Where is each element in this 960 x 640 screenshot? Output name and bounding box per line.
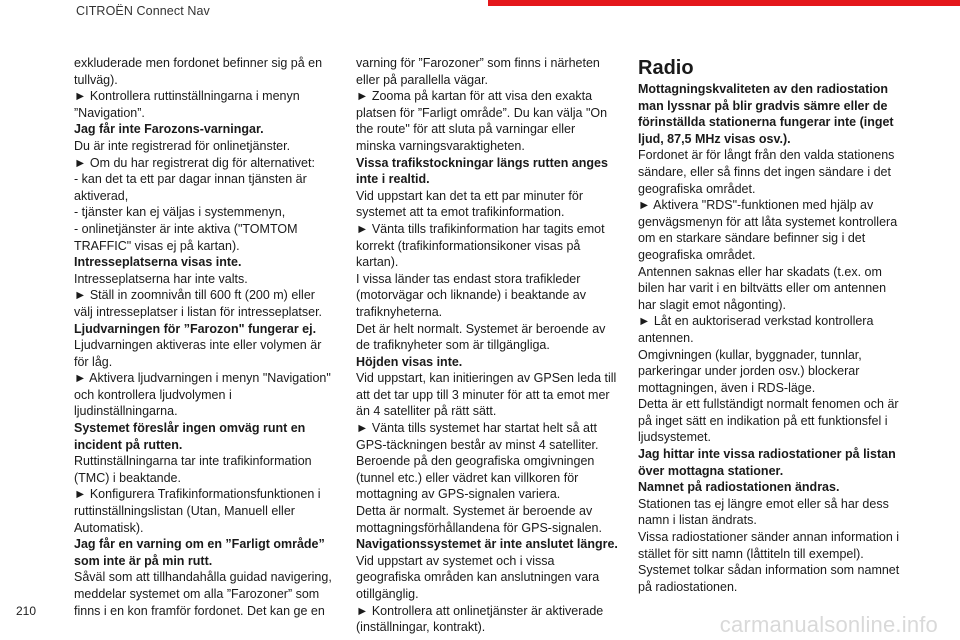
body-paragraph: ► Om du har registrerat dig för alternativet:	[74, 155, 315, 170]
question-heading: Höjden visas inte.	[356, 354, 463, 369]
question-heading: Mottagningskvaliteten av den radiostation man lyssnar på blir gradvis sämre eller de förinställda stationerna fungerar inte (inget ljud, 87,5 MHz visas osv.).	[638, 82, 894, 146]
body-paragraph: Vid uppstart kan det ta ett par minuter för systemet att ta emot trafikinformation.	[356, 188, 583, 220]
body-paragraph: Intresseplatserna har inte valts.	[74, 271, 248, 286]
question-heading: Systemet föreslår ingen omväg runt en incident på rutten.	[74, 421, 306, 452]
body-paragraph: Detta är normalt. Systemet är beroende av mottagningsförhållandena för GPS-signalen.	[356, 504, 602, 535]
body-paragraph: ► Kontrollera ruttinställningarna i menyn ”Navigation”.	[74, 89, 300, 120]
body-paragraph: - tjänster kan ej väljas i systemmenyn,	[74, 205, 286, 220]
question-heading: Namnet på radiostationen ändras.	[638, 480, 840, 495]
text-column-1	[74, 55, 336, 619]
header-accent-bar	[488, 0, 960, 6]
body-paragraph: Ljudvarningen aktiveras inte eller volymen är för låg.	[74, 338, 322, 369]
text-column-2	[356, 55, 618, 636]
body-paragraph: Omgivningen (kullar, byggnader, tunnlar, parkeringar under jorden osv.) blockerar mottagningen, även i RDS-läge.	[638, 347, 862, 395]
body-paragraph: ► Ställ in zoomnivån till 600 ft (200 m) eller välj intresseplatser i listan för intresseplatser.	[74, 288, 323, 319]
body-paragraph: Vid uppstart, kan initieringen av GPSen leda till att det tar upp till 3 minuter för att ta emot mer än 4 satelliter på rätt sätt.	[356, 371, 617, 419]
text-column-3	[638, 55, 906, 595]
body-paragraph: - kan det ta ett par dagar innan tjänsten är aktiverad,	[74, 172, 307, 203]
body-paragraph: Detta är ett fullständigt normalt fenomen och är på inget sätt en indikation på ett funktionsfel i ljudsystemet.	[638, 397, 899, 445]
question-heading: Ljudvarningen för ”Farozon" fungerar ej.	[74, 321, 317, 336]
page-number: 210	[16, 604, 37, 618]
body-paragraph: Systemet tolkar sådan information som namnet på radiostationen.	[638, 563, 900, 594]
question-heading: Jag hittar inte vissa radiostationer på listan över mottagna stationer.	[638, 447, 896, 478]
body-paragraph: - onlinetjänster är inte aktiva ("TOMTOM TRAFFIC" visas ej på kartan).	[74, 221, 298, 253]
question-heading: Intresseplatserna visas inte.	[74, 255, 242, 270]
body-paragraph: Antennen saknas eller har skadats (t.ex. om bilen har varit i en biltvätts eller om antennen har slagit emot någonting).	[638, 264, 887, 312]
body-paragraph: ► Vänta tills trafikinformation har tagits emot korrekt (trafikinformationsikoner visas på kartan).	[356, 221, 605, 270]
body-paragraph: I vissa länder tas endast stora trafikleder (motorvägar och liknande) i beaktande av trafiknyheterna.	[356, 271, 586, 319]
body-paragraph: Ruttinställningarna tar inte trafikinformation (TMC) i beaktande.	[74, 454, 312, 485]
body-paragraph: Vissa radiostationer sänder annan information i stället för sitt namn (låttiteln till exempel).	[638, 530, 900, 561]
body-paragraph: ► Aktivera "RDS"-funktionen med hjälp av genvägsmenyn för att låta systemet kontrollera om en starkare sändare befinner sig i det geografiska området.	[638, 198, 898, 262]
body-paragraph: ► Vänta tills systemet har startat helt så att GPS-täckningen består av minst 4 satelliter.	[356, 421, 599, 452]
body-paragraph: Vid uppstart av systemet och i vissa geografiska områden kan anslutningen vara otillgänglig.	[356, 553, 600, 601]
question-heading: Jag får en varning om en ”Farligt område” som inte är på min rutt.	[74, 537, 325, 568]
question-heading: Navigationssystemet är inte anslutet längre.	[356, 537, 618, 552]
question-heading: Jag får inte Farozons-varningar.	[74, 122, 264, 137]
body-paragraph: Det är helt normalt. Systemet är beroende av de trafiknyheter som är tillgängliga.	[356, 321, 606, 353]
body-paragraph: ► Zooma på kartan för att visa den exakta platsen för ”Farligt område”. Du kan välja "On the route" för att sluta på varningar eller minska varningsvaraktigheten.	[356, 89, 608, 153]
header-title: CITROËN Connect Nav	[76, 4, 210, 18]
body-paragraph: ► Konfigurera Trafikinformationsfunktionen i ruttinställningslistan (Utan, Manuell eller Automatisk).	[74, 487, 321, 535]
section-heading: Radio	[638, 57, 694, 79]
body-paragraph: ► Kontrollera att onlinetjänster är aktiverade (inställningar, kontrakt).	[356, 603, 604, 635]
body-paragraph: varning för ”Farozoner” som finns i närheten eller på parallella vägar.	[356, 56, 600, 87]
watermark: carmanualsonline.info	[719, 612, 938, 637]
body-paragraph: Du är inte registrerad för onlinetjänster.	[74, 138, 291, 153]
body-paragraph: ► Låt en auktoriserad verkstad kontrollera antennen.	[638, 314, 874, 345]
question-heading: Vissa trafikstockningar längs rutten anges inte i realtid.	[356, 155, 608, 187]
body-paragraph: Fordonet är för långt från den valda stationens sändare, eller så finns det ingen sändare i det geografiska området.	[638, 148, 895, 196]
body-paragraph: exkluderade men fordonet befinner sig på en tullväg).	[74, 56, 323, 87]
body-paragraph: Beroende på den geografiska omgivningen (tunnel etc.) eller vädret kan villkoren för mottagning av GPS-signalen variera.	[356, 454, 595, 502]
body-paragraph: Stationen tas ej längre emot eller så har dess namn i listan ändrats.	[638, 496, 889, 528]
body-paragraph: ► Aktivera ljudvarningen i menyn "Navigation" och kontrollera ljudvolymen i ljudinställningarna.	[74, 371, 331, 419]
body-paragraph: Såväl som att tillhandahålla guidad navigering, meddelar systemet om alla ”Farozoner” som finns i en kon framför fordonet. Det kan ge en	[74, 570, 332, 618]
